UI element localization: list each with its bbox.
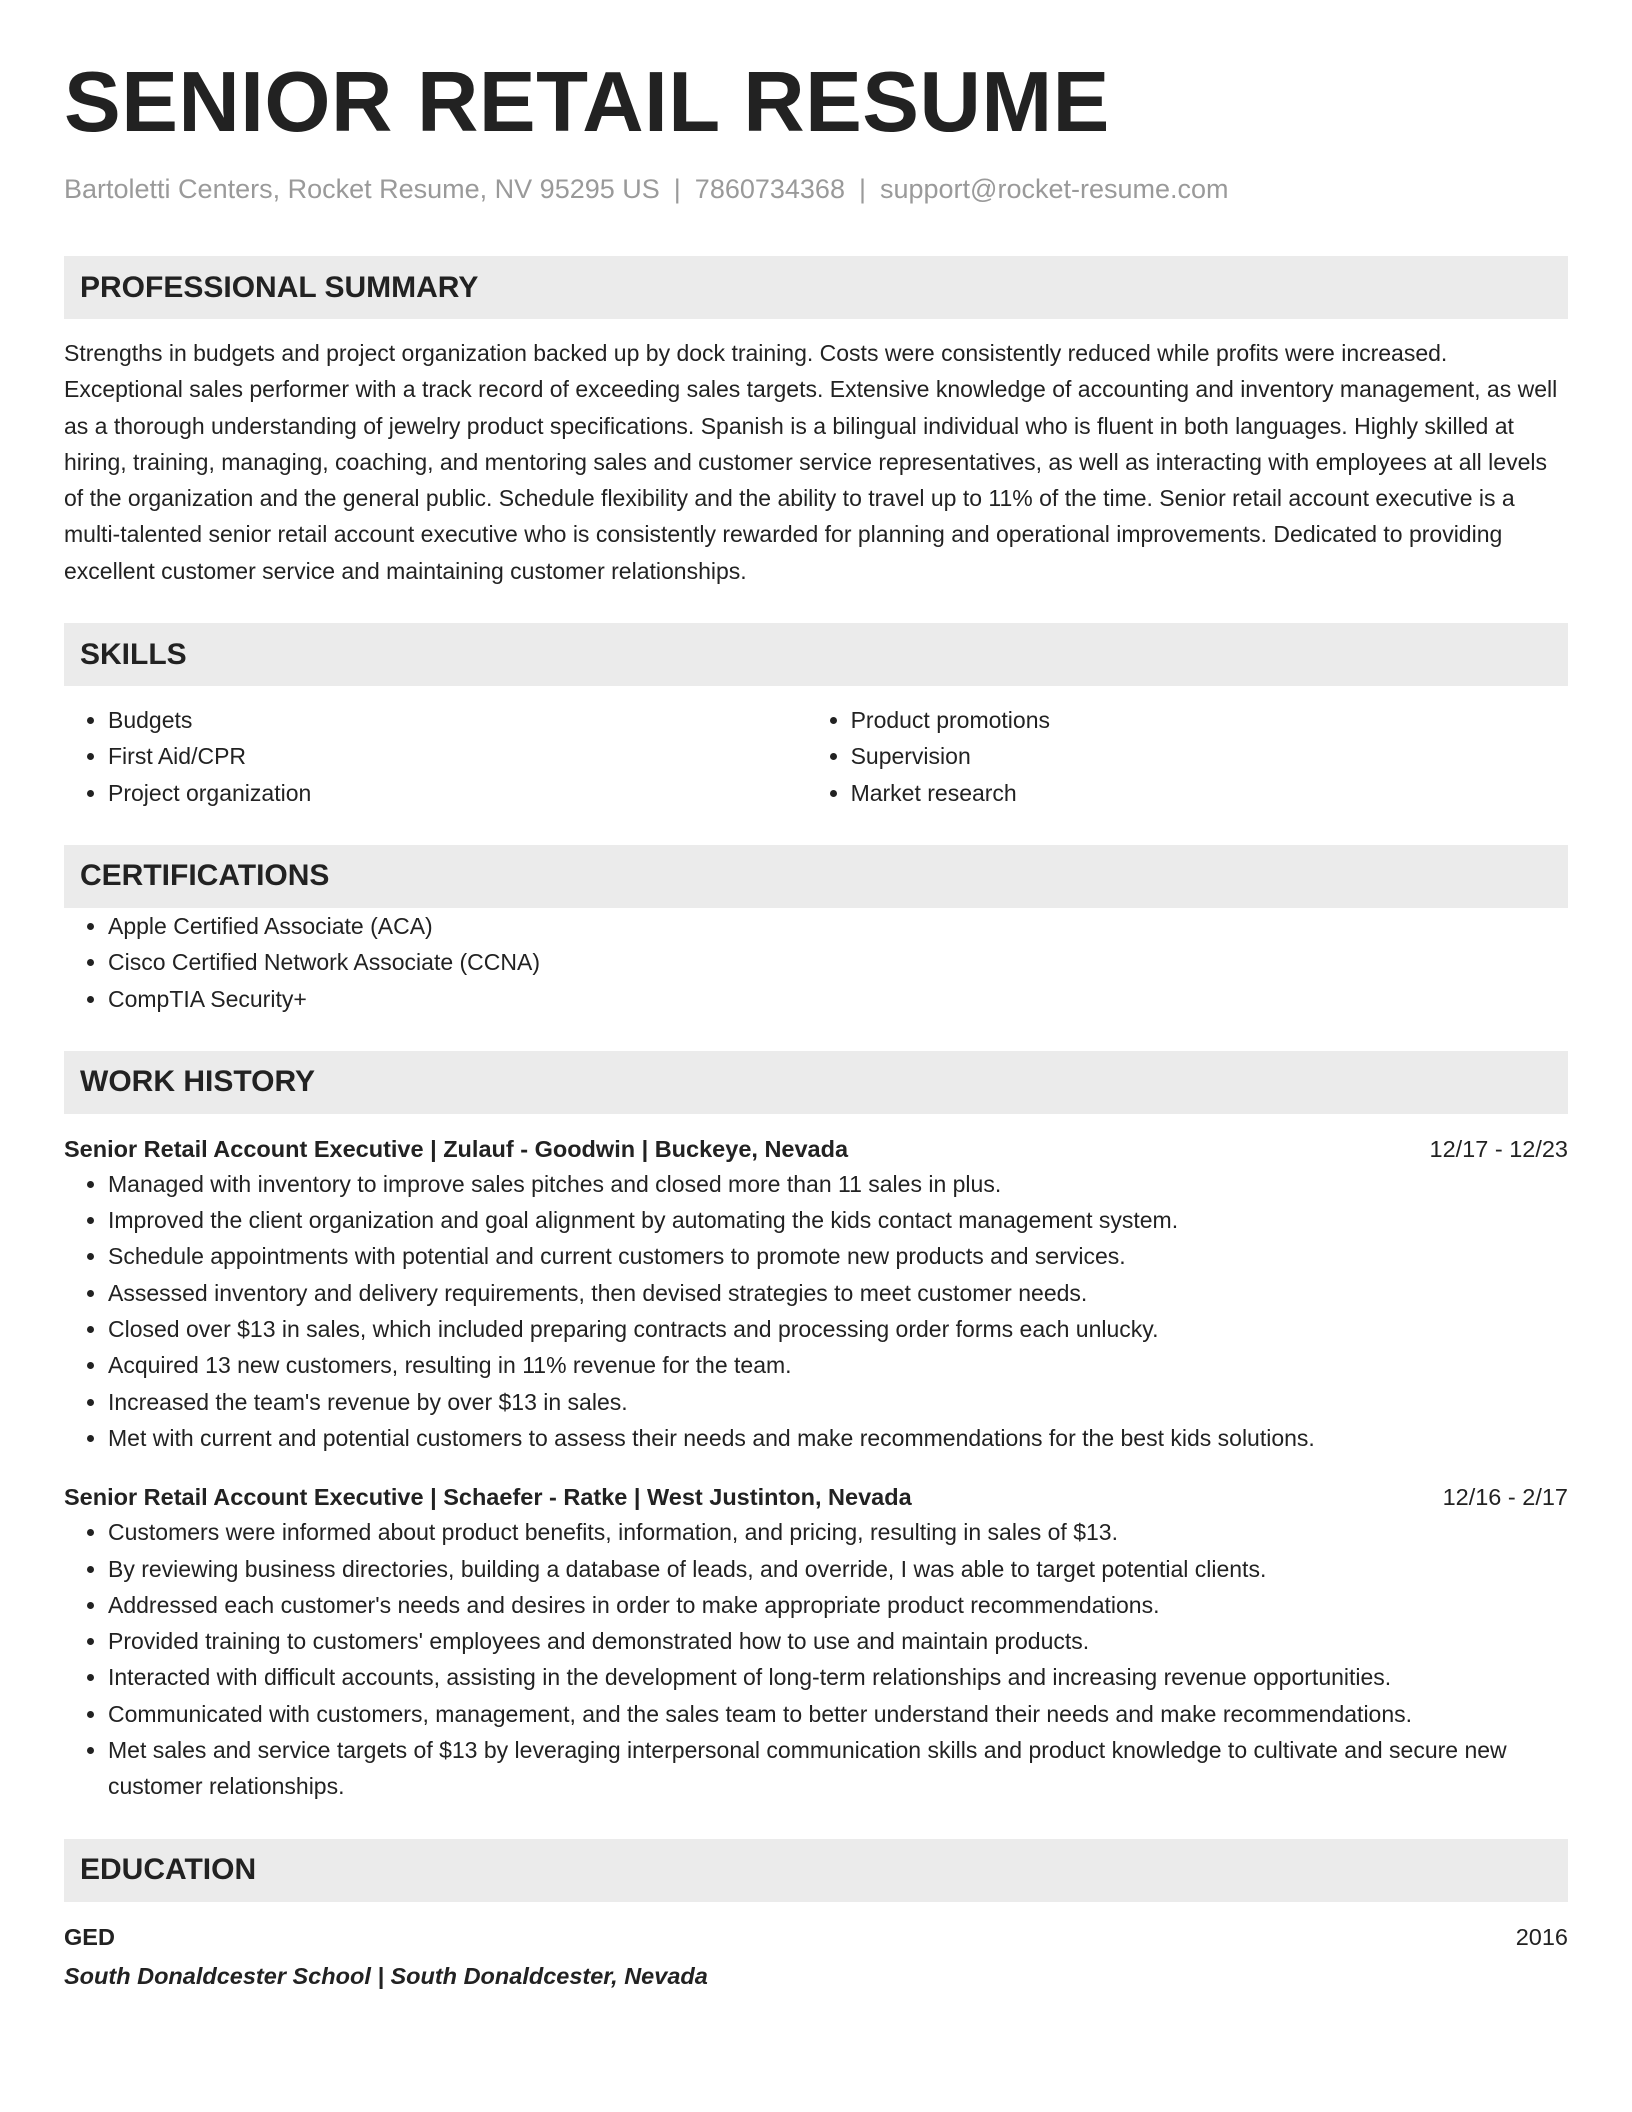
section-header-work-history: WORK HISTORY <box>64 1051 1568 1114</box>
certification-item: • CompTIA Security+ <box>108 981 1568 1017</box>
education-school: South Donaldcester School | South Donaldcester, Nevada <box>64 1962 708 1989</box>
contact-separator: | <box>673 174 681 204</box>
summary-text: Strengths in budgets and project organization backed up by dock training. Costs were consistently reduced while profits were increased. Exceptional sales performer with a track record of exceeding sales targets. Extensive knowledge of accounting and inventory management, as well as a thorough understanding of jewelry product specifications. Spanish is a bilingual individual who is fluent in both languages. Highly skilled at hiring, training, managing, coaching, and mentoring sales and customer service representatives, as well as interacting with employees at all levels of the organization and the general public. Schedule flexibility and the ability to travel up to 11% of the time. Senior retail account executive is a multi-talented senior retail account executive who is consistently rewarded for planning and operational improvements. Dedicated to providing excellent customer service and maintaining customer relationships. <box>64 340 1558 584</box>
skills-column-right <box>807 702 1568 811</box>
job-header <box>64 1132 1568 1166</box>
certifications-list <box>64 908 1568 1017</box>
job-bullet: • Customers were informed about product benefits, information, and pricing, resulting in sales of $13. <box>108 1514 1568 1550</box>
job-bullet: • By reviewing business directories, building a database of leads, and override, I was able to target potential clients. <box>108 1551 1568 1587</box>
skills-column-left <box>64 702 807 811</box>
job-bullets <box>64 1166 1568 1456</box>
job-bullets <box>64 1514 1568 1804</box>
job-bullet: • Met sales and service targets of $13 by leveraging interpersonal communication skills and product knowledge to cultivate and secure new customer relationships. <box>108 1732 1568 1805</box>
job-title: Senior Retail Account Executive | Schaefer - Ratke | West Justinton, Nevada <box>64 1484 912 1511</box>
job-bullet: • Addressed each customer's needs and desires in order to make appropriate product recommendations. <box>108 1587 1568 1623</box>
contact-phone: 7860734368 <box>694 174 845 204</box>
job-bullet: • Managed with inventory to improve sales pitches and closed more than 11 sales in plus. <box>108 1166 1568 1202</box>
skill-item: • Market research <box>851 775 1568 811</box>
education-year: 2016 <box>1515 1923 1568 1950</box>
skill-item: • Product promotions <box>851 702 1568 738</box>
section-header-certifications: CERTIFICATIONS <box>64 845 1568 908</box>
job-bullet: • Closed over $13 in sales, which included preparing contracts and processing order forms each unlucky. <box>108 1311 1568 1347</box>
job-bullet: • Provided training to customers' employees and demonstrated how to use and maintain products. <box>108 1623 1568 1659</box>
job-bullet: • Communicated with customers, management, and the sales team to better understand their needs and make recommendations. <box>108 1696 1568 1732</box>
job-bullet: • Assessed inventory and delivery requirements, then devised strategies to meet customer needs. <box>108 1275 1568 1311</box>
job-title: Senior Retail Account Executive | Zulauf - Goodwin | Buckeye, Nevada <box>64 1135 849 1162</box>
education-degree: GED <box>64 1923 115 1950</box>
contact-email: support@rocket-resume.com <box>879 174 1229 204</box>
skill-item: • Project organization <box>108 775 807 811</box>
skill-item: • First Aid/CPR <box>108 738 807 774</box>
contact-address: Bartoletti Centers, Rocket Resume, NV 95295 US <box>64 174 660 204</box>
job-bullet: • Interacted with difficult accounts, assisting in the development of long-term relationships and increasing revenue opportunities. <box>108 1659 1568 1695</box>
job-header <box>64 1480 1568 1514</box>
job-bullet: • Schedule appointments with potential and current customers to promote new products and services. <box>108 1238 1568 1274</box>
skills-list <box>64 702 1568 811</box>
certification-item: • Cisco Certified Network Associate (CCNA) <box>108 944 1568 980</box>
section-header-skills: SKILLS <box>64 623 1568 686</box>
job-dates: 12/16 - 2/17 <box>1442 1484 1568 1511</box>
contact-separator: | <box>858 174 866 204</box>
education-header <box>64 1920 1568 1954</box>
job-bullet: • Acquired 13 new customers, resulting in 11% revenue for the team. <box>108 1347 1568 1383</box>
section-header-summary: PROFESSIONAL SUMMARY <box>64 256 1568 319</box>
job-dates: 12/17 - 12/23 <box>1429 1135 1568 1162</box>
skill-item: • Supervision <box>851 738 1568 774</box>
section-header-education: EDUCATION <box>64 1839 1568 1902</box>
resume-title: SENIOR RETAIL RESUME <box>64 55 1110 150</box>
contact-line <box>64 172 1568 206</box>
job-bullet: • Met with current and potential customers to assess their needs and make recommendations for the best kids solutions. <box>108 1420 1568 1456</box>
skill-item: • Budgets <box>108 702 807 738</box>
job-bullet: • Increased the team's revenue by over $13 in sales. <box>108 1384 1568 1420</box>
certification-item: • Apple Certified Associate (ACA) <box>108 908 1568 944</box>
job-bullet: • Improved the client organization and goal alignment by automating the kids contact management system. <box>108 1202 1568 1238</box>
